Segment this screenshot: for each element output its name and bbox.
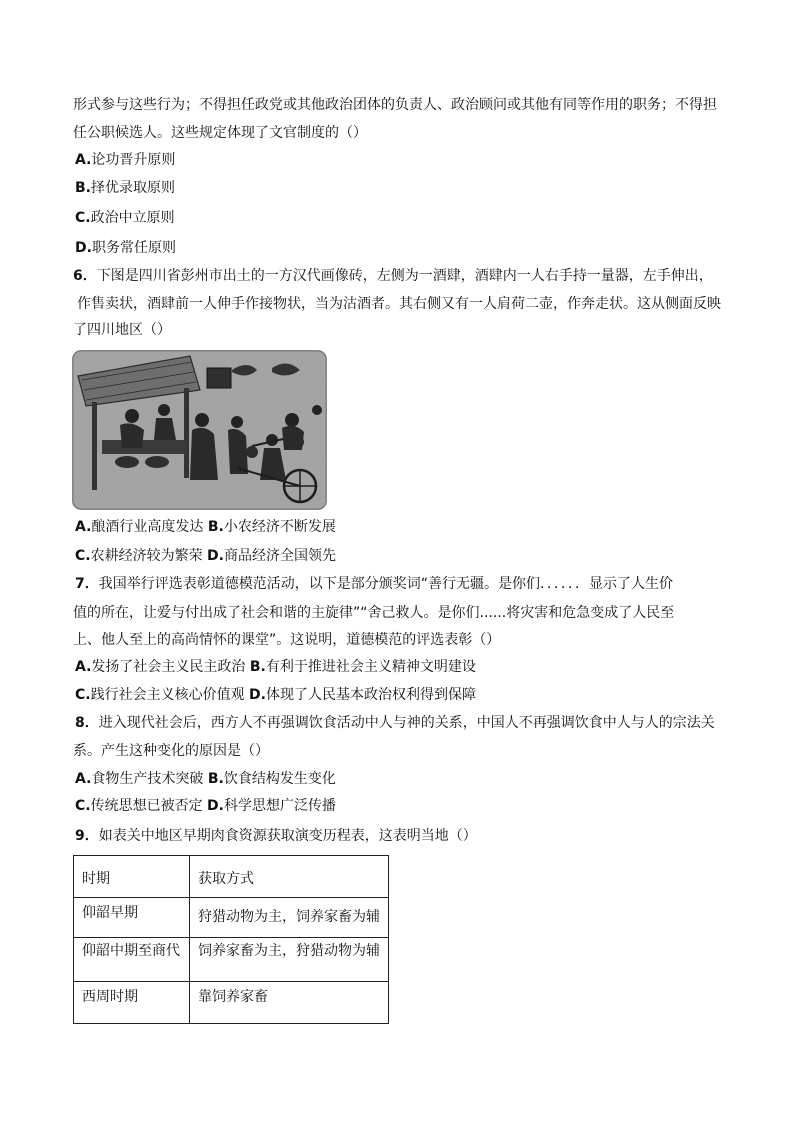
q8-option-a[interactable] [75,771,208,787]
option-text: 发扬了社会主义民主政治 [91,659,250,675]
q5-option-a[interactable] [75,150,175,170]
q5-stem-line1: 形式参与这些行为；不得担任政党或其他政治团体的负责人、政治顾问或其他有同等作用的职务；不得担 [73,97,717,113]
q8-stem-line2: 系。产生这种变化的原因是（） [73,743,269,759]
option-text: 职务常任原则 [91,240,176,256]
q7-option-c[interactable] [75,687,249,703]
option-letter: D. [207,798,224,814]
q7-stem-line3: 上、他人至上的高尚情怀的课堂”。这说明，道德模范的评选表彰（） [73,632,501,648]
han-brick-relief-image [72,350,327,510]
table-row [74,982,389,1024]
table-row [74,898,389,938]
q7-option-d[interactable] [249,687,476,703]
table-header-cell: 获取方式 [190,856,389,898]
q7-options-cd [75,685,476,705]
question-number: 8． [75,715,99,731]
option-text: 践行社会主义核心价值观 [90,687,250,703]
option-letter: C. [75,798,91,814]
q7-stem-line2: 值的所在，让爱与付出成了社会和谐的主旋律”“舍己救人。是你们......将灾害和危急变成了人民至 [73,605,675,621]
table-cell: 西周时期 [74,982,190,1024]
option-letter: B. [207,519,224,535]
option-letter: A. [75,659,92,675]
q6-options-cd [75,546,336,566]
q6-option-d[interactable] [207,548,336,564]
option-text: 择优录取原则 [91,180,175,196]
table-header-row [74,856,389,898]
option-letter: C. [75,548,91,564]
option-text: 商品经济全国领先 [224,548,336,564]
option-text: 小农经济不断发展 [223,519,336,535]
q8-stem-line1 [75,713,715,733]
option-text: 食物生产技术突破 [91,771,208,787]
q6-stem-line3: 了四川地区（） [73,322,171,338]
option-letter: B. [207,771,224,787]
table-header-cell: 时期 [74,856,190,898]
q8-option-b[interactable] [208,771,336,787]
option-text: 农耕经济较为繁荣 [90,548,208,564]
q6-text: 下图是四川省彭州市出土的一方汉代画像砖，左侧为一酒肆，酒肆内一人右手持一量器，左手伸出， [96,268,713,284]
option-text: 体现了人民基本政治权利得到保障 [266,687,476,703]
q6-option-c[interactable] [75,548,207,564]
table-cell: 饲养家畜为主，狩猎动物为辅 [190,938,389,982]
q5-option-d[interactable] [75,238,176,258]
table-cell: 狩猎动物为主，饲养家畜为辅 [190,898,389,938]
question-number: 7． [75,576,99,592]
q8-options-ab [75,769,336,789]
q5-option-c[interactable] [75,208,175,228]
q6-option-a[interactable] [75,519,208,535]
question-number: 6． [73,268,97,284]
option-letter: A. [75,519,92,535]
option-letter: C. [75,210,91,226]
q9-text: 如表关中地区早期肉食资源获取演变历程表，这表明当地（） [98,828,477,844]
option-text: 科学思想广泛传播 [224,798,336,814]
table-cell: 仰韶中期至商代 [74,938,190,982]
option-letter: B. [75,180,91,196]
q7-options-ab [75,657,476,677]
q5-stem-line2: 任公职候选人。这些规定体现了文官制度的（） [73,125,367,141]
q9-stem-line1 [75,826,477,846]
option-letter: D. [207,548,224,564]
option-text: 酿酒行业高度发达 [91,519,208,535]
option-letter: B. [249,659,266,675]
q6-stem-line2: 作售卖状，酒肆前一人伸手作接物状，当为沽酒者。其右侧又有一人肩荷二壶，作奔走状。这从侧面反映 [77,296,721,312]
q7-option-b[interactable] [250,659,476,675]
option-text: 传统思想已被否定 [90,798,208,814]
option-letter: C. [75,687,91,703]
question-number: 9． [75,828,99,844]
q6-options-ab [75,517,336,537]
table-cell: 仰韶早期 [74,898,190,938]
q8-option-d[interactable] [207,798,336,814]
option-text: 饮食结构发生变化 [223,771,336,787]
option-text: 论功晋升原则 [91,152,176,168]
q7-text: 我国举行评选表彰道德模范活动，以下是部分颁奖词“善行无疆。是你们．．．．．．显示了人生价 [98,576,674,592]
option-letter: A. [75,152,92,168]
q8-option-c[interactable] [75,798,207,814]
q7-option-a[interactable] [75,659,250,675]
option-letter: D. [75,240,92,256]
option-letter: A. [75,771,92,787]
han-brick-relief-icon [72,350,327,510]
q6-stem-line1 [73,266,713,286]
q8-options-cd [75,796,336,816]
table-cell: 靠饲养家畜 [190,982,389,1024]
option-letter: D. [249,687,266,703]
q8-text: 进入现代社会后，西方人不再强调饮食活动中人与神的关系，中国人不再强调饮食中人与人的宗法关 [98,715,715,731]
table-row [74,938,389,982]
q7-stem-line1 [75,574,673,594]
q9-table [73,855,389,1024]
option-text: 有利于推进社会主义精神文明建设 [265,659,476,675]
q5-option-b[interactable] [75,178,175,198]
option-text: 政治中立原则 [90,210,175,226]
q6-option-b[interactable] [208,519,336,535]
